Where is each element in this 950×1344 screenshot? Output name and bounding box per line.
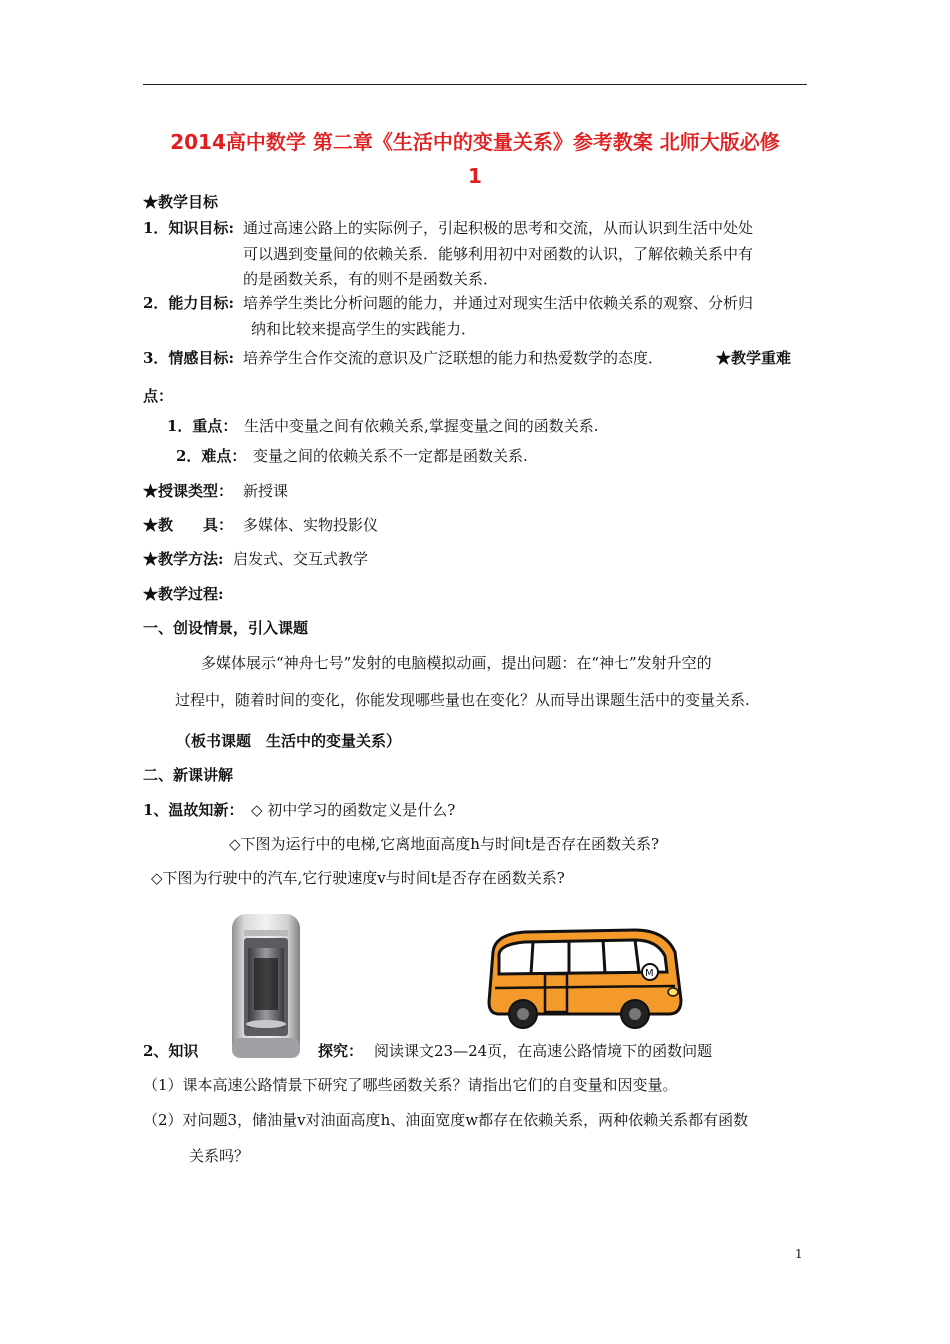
header-rule [143, 84, 807, 85]
goal-1-label: 1．知识目标: [143, 219, 234, 237]
question-2-line-2: 关系吗？ [189, 1147, 250, 1165]
tools-label: ★教 具： [143, 516, 234, 534]
method-label: ★教学方法: [143, 550, 224, 568]
tools-value: 多媒体、实物投影仪 [243, 516, 379, 534]
difficulty-label: 2．难点： [176, 447, 247, 465]
goal-1-line-1: 通过高速公路上的实际例子，引起积极的思考和交流，从而认识到生活中处处 [243, 219, 754, 237]
key-point-text: 生活中变量之间有依赖关系,掌握变量之间的函数关系. [244, 417, 599, 435]
board-title: （板书课题 生活中的变量关系） [176, 732, 402, 750]
bus-image [485, 922, 685, 1034]
method-value: 启发式、交互式教学 [233, 550, 369, 568]
review-label: 1、温故知新： [143, 801, 244, 819]
elevator-image [230, 912, 302, 1060]
lesson-type-value: 新授课 [243, 482, 289, 500]
goal-3-line-1: 培养学生合作交流的意识及广泛联想的能力和热爱数学的态度． [243, 349, 664, 367]
review-question-2: ◇下图为运行中的电梯,它离地面高度h与时间t是否存在函数关系? [229, 835, 660, 853]
goal-2-line-1: 培养学生类比分析问题的能力，并通过对现实生活中依赖关系的观察、分析归 [243, 294, 754, 312]
explore-text: 阅读课文23—24页，在高速公路情境下的函数问题 [374, 1042, 713, 1060]
focus-heading-a: ★教学重难 [716, 349, 792, 367]
question-1: （1）课本高速公路情景下研究了哪些函数关系？请指出它们的自变量和因变量。 [143, 1076, 678, 1094]
title-line-1: 2014高中数学 第二章《生活中的变量关系》参考教案 北师大版必修 [170, 130, 780, 154]
review-question-1: ◇ 初中学习的函数定义是什么? [251, 801, 456, 819]
section-1-heading: 一、创设情景，引入课题 [143, 619, 309, 637]
document-title [143, 125, 807, 193]
lesson-type-label: ★授课类型： [143, 482, 234, 500]
svg-text:M: M [645, 968, 654, 979]
goal-2-label: 2．能力目标: [143, 294, 234, 312]
page-number: 1 [795, 1247, 803, 1261]
title-line-2: 1 [468, 164, 482, 188]
section-2-heading: 二、新课讲解 [143, 766, 234, 784]
goal-1-line-3: 的是函数关系，有的则不是函数关系． [243, 270, 499, 288]
goals-heading: ★教学目标 [143, 193, 219, 211]
difficulty-text: 变量之间的依赖关系不一定都是函数关系. [253, 447, 528, 465]
explore-label-b: 探究： [318, 1042, 364, 1060]
process-label: ★教学过程: [143, 585, 224, 603]
goal-1-line-2: 可以遇到变量间的依赖关系．能够利用初中对函数的认识，了解依赖关系中有 [243, 245, 754, 263]
section-1-para-line-2: 过程中，随着时间的变化，你能发现哪些量也在变化？从而导出课题生活中的变量关系. [175, 691, 750, 709]
review-question-3: ◇下图为行驶中的汽车,它行驶速度v与时间t是否存在函数关系? [151, 869, 565, 887]
key-point-label: 1．重点： [167, 417, 238, 435]
focus-heading-b: 点： [143, 387, 174, 405]
question-2-line-1: （2）对问题3，储油量v对油面高度h、油面宽度w都存在依赖关系，两种依赖关系都有函数 [143, 1111, 749, 1129]
goal-3-label: 3．情感目标: [143, 349, 234, 367]
section-1-para-line-1: 多媒体展示“神舟七号”发射的电脑模拟动画，提出问题：在“神七”发射升空的 [201, 654, 712, 672]
explore-label-a: 2、知识 [143, 1042, 199, 1060]
goal-2-line-2: 纳和比较来提高学生的实践能力． [251, 320, 477, 338]
